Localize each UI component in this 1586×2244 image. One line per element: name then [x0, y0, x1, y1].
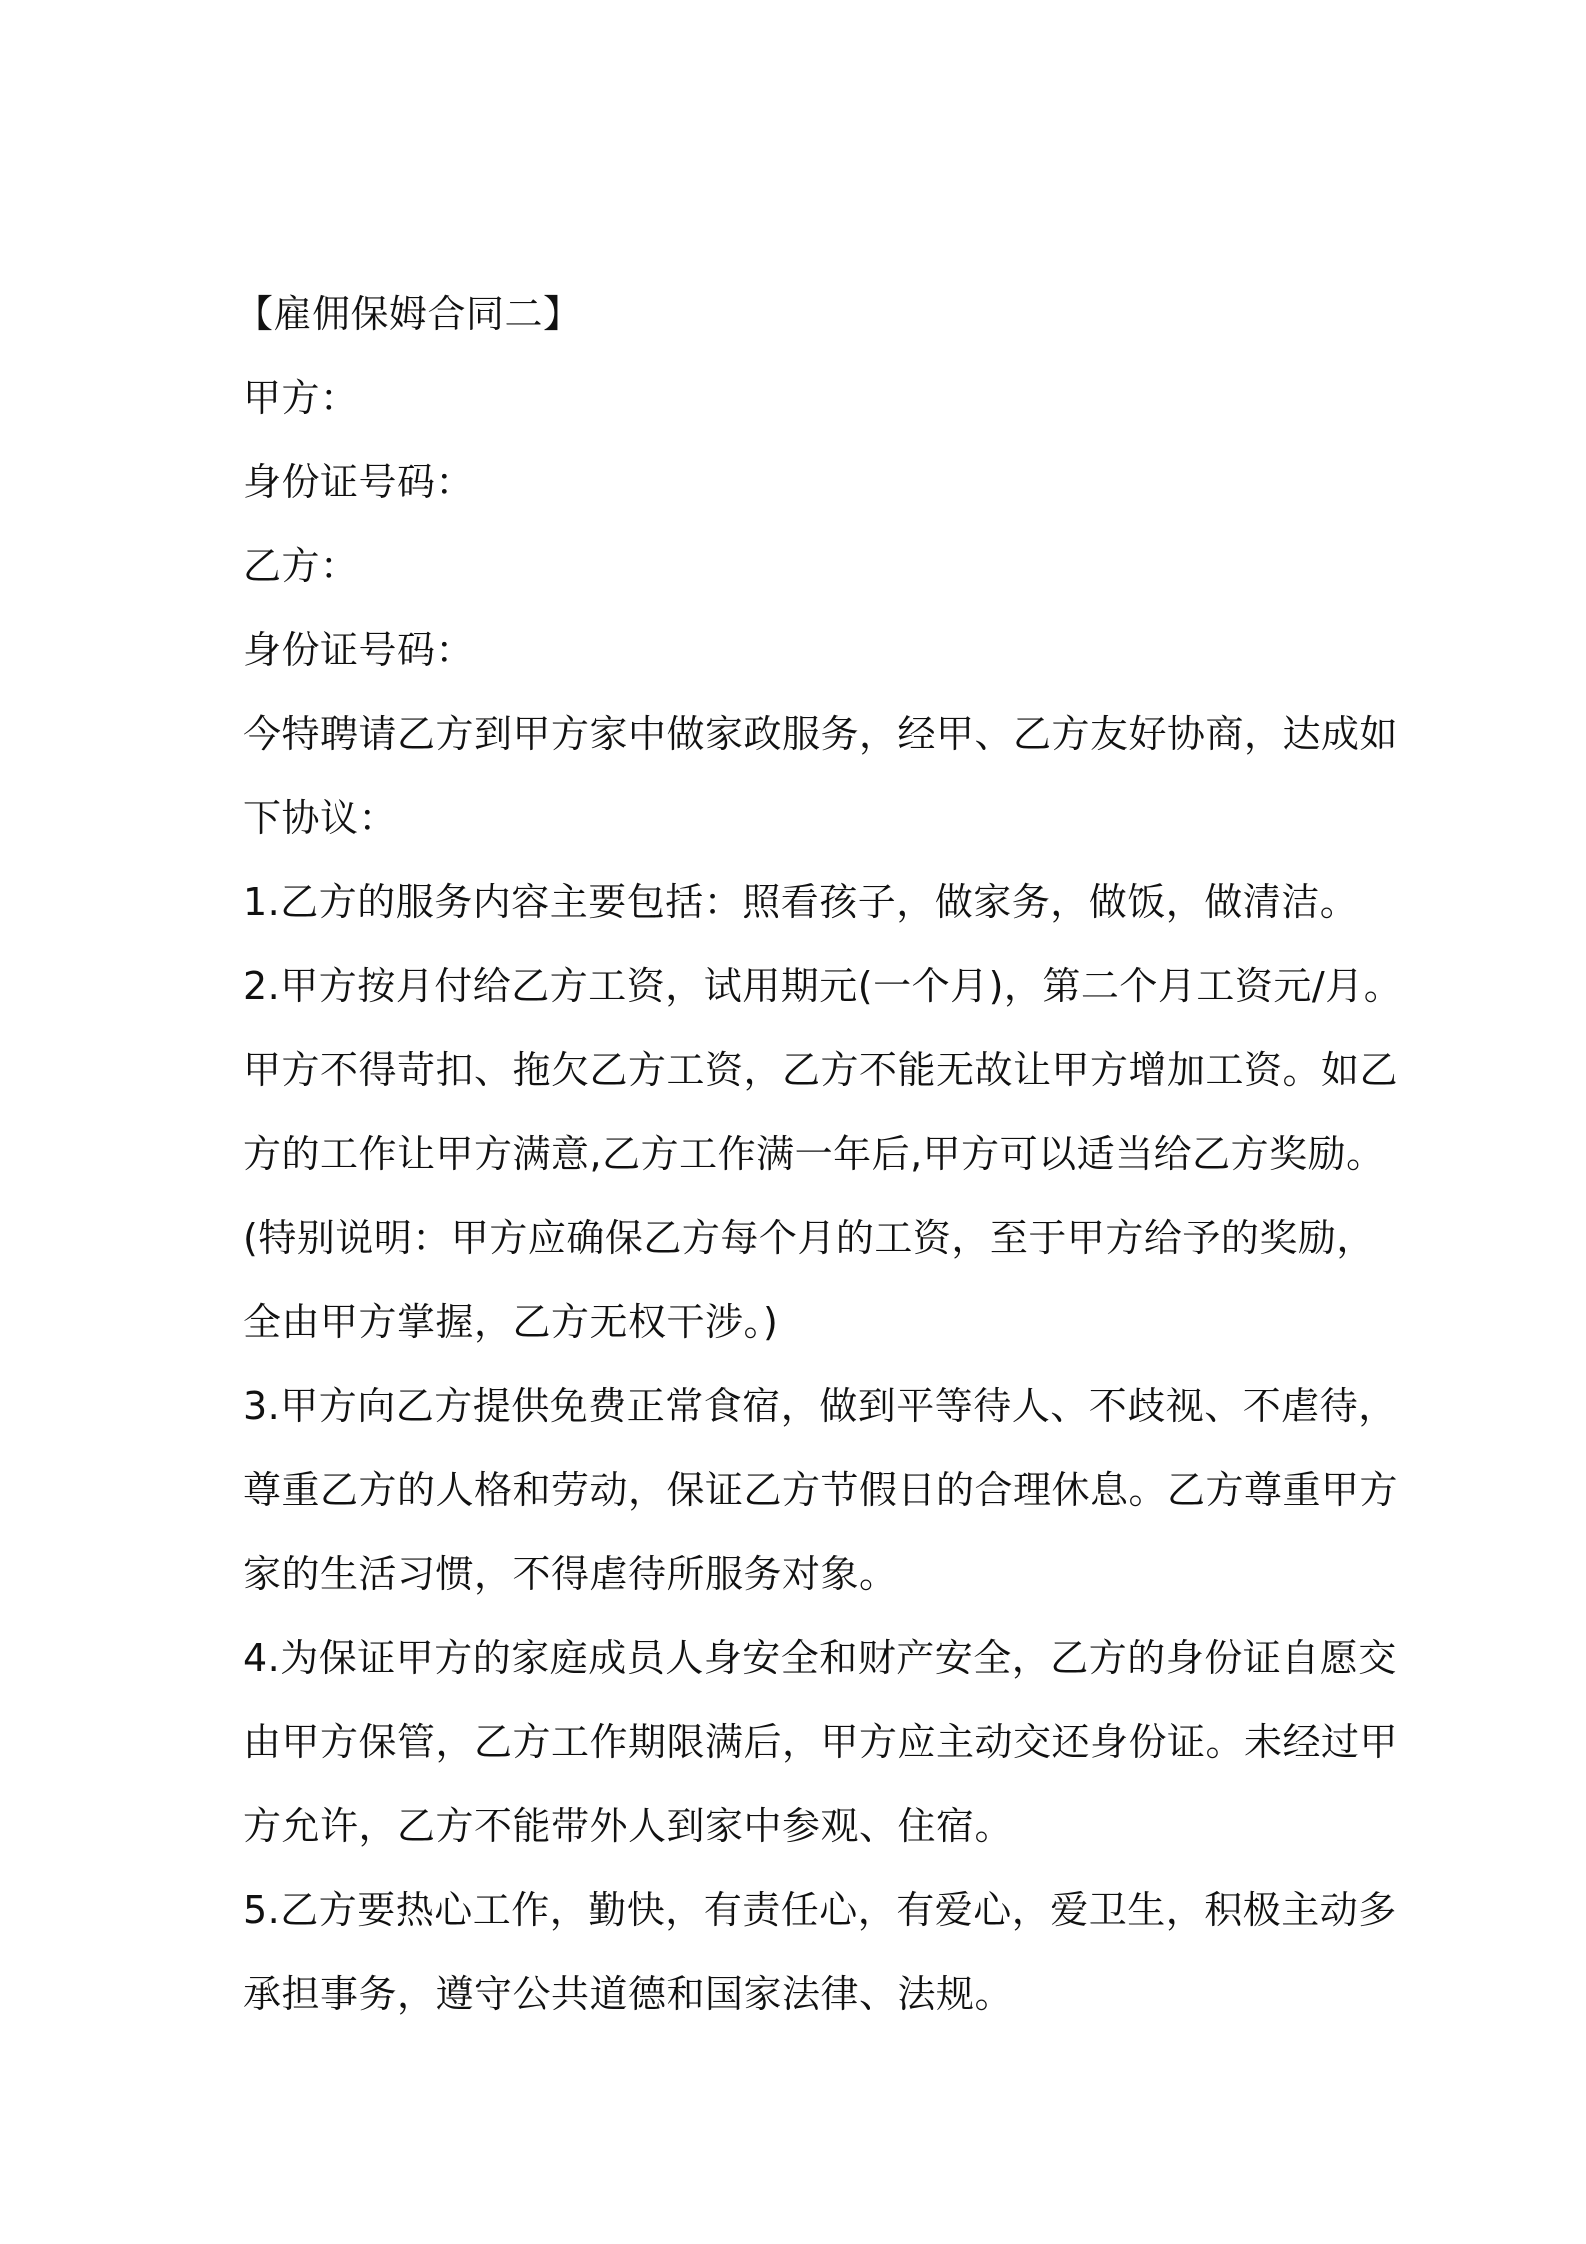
clause-2-line-2: 甲方不得苛扣、拖欠乙方工资，乙方不能无故让甲方增加工资。如乙 [243, 1048, 1399, 1092]
clause-2-line-3: 方的工作让甲方满意,乙方工作满一年后,甲方可以适当给乙方奖励。 [243, 1132, 1385, 1176]
clause-2-line-1: 2.甲方按月付给乙方工资，试用期元(一个月)，第二个月工资元/月。 [243, 964, 1403, 1008]
party-a-label: 甲方： [243, 376, 359, 420]
clause-1-line-1: 1.乙方的服务内容主要包括：照看孩子，做家务，做饭，做清洁。 [243, 880, 1359, 924]
clause-3-line-2: 尊重乙方的人格和劳动，保证乙方节假日的合理休息。乙方尊重甲方 [243, 1468, 1399, 1512]
document-title: 【雇佣保姆合同二】 [235, 292, 582, 336]
preamble-line-2: 下协议： [243, 796, 398, 840]
clause-5-line-2: 承担事务，遵守公共道德和国家法律、法规。 [243, 1972, 1014, 2016]
clause-3-line-3: 家的生活习惯，不得虐待所服务对象。 [243, 1552, 898, 1596]
contract-body [235, 272, 1403, 2036]
clause-2-note-line-1: (特别说明：甲方应确保乙方每个月的工资，至于甲方给予的奖励， [243, 1216, 1375, 1260]
clause-5-line-1: 5.乙方要热心工作，勤快，有责任心，有爱心，爱卫生，积极主动多 [243, 1888, 1397, 1932]
preamble-line-1: 今特聘请乙方到甲方家中做家政服务，经甲、乙方友好协商，达成如 [243, 712, 1399, 756]
clause-2-note-line-2: 全由甲方掌握，乙方无权干涉。) [243, 1300, 779, 1344]
clause-4-line-2: 由甲方保管，乙方工作期限满后，甲方应主动交还身份证。未经过甲 [243, 1720, 1399, 1764]
clause-3-line-1: 3.甲方向乙方提供免费正常食宿，做到平等待人、不歧视、不虐待， [243, 1384, 1397, 1428]
party-b-id-label: 身份证号码： [243, 628, 475, 672]
party-a-id-label: 身份证号码： [243, 460, 475, 504]
clause-4-line-3: 方允许，乙方不能带外人到家中参观、住宿。 [243, 1804, 1014, 1848]
clause-4-line-1: 4.为保证甲方的家庭成员人身安全和财产安全，乙方的身份证自愿交 [243, 1636, 1397, 1680]
party-b-label: 乙方： [243, 544, 359, 588]
